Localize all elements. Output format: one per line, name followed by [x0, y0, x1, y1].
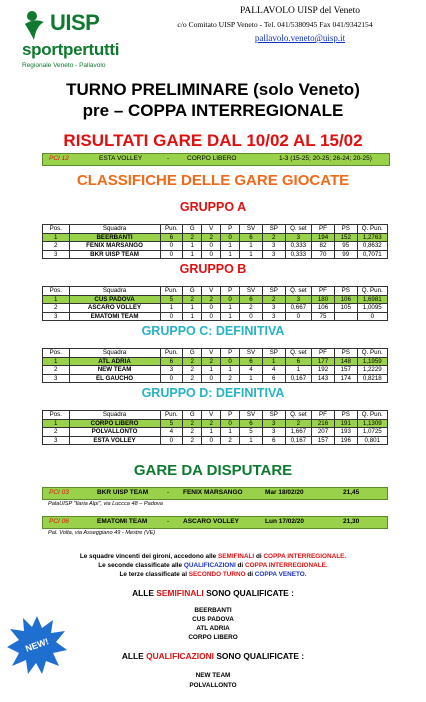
- table-cell: 2: [202, 295, 221, 304]
- table-cell: 1: [183, 304, 202, 313]
- column-header: V: [202, 411, 221, 420]
- table-cell: 3: [262, 312, 285, 321]
- result-away: CORPO LIBERO: [187, 155, 237, 162]
- table-cell: 1: [221, 304, 240, 313]
- table-cell: 1: [221, 312, 240, 321]
- fixture-code: PCI 06: [49, 518, 69, 525]
- fixture-away: ASCARO VOLLEY: [183, 518, 239, 525]
- table-cell: 1: [240, 250, 263, 259]
- group-c-table: [42, 348, 388, 383]
- team-name-cell: EMATOMI TEAM: [69, 312, 160, 321]
- table-cell: 0,167: [285, 436, 312, 445]
- table-cell: 216: [312, 419, 335, 428]
- column-header: SV: [240, 411, 263, 420]
- table-cell: 106: [312, 304, 335, 313]
- table-cell: 0,8632: [357, 242, 387, 251]
- note-line: Le seconde classificate alle QUALIFICAZIONI di COPPA INTERREGIONALE.: [98, 562, 328, 569]
- table-cell: 4: [240, 366, 263, 375]
- new-badge-label: NEW!: [24, 636, 50, 654]
- table-cell: 2: [202, 233, 221, 242]
- fixture-date: Mar 18/02/20: [265, 489, 304, 496]
- table-cell: 2: [183, 233, 202, 242]
- note-line: Le terze classificate al SECONDO TURNO di COPPA VENETO.: [119, 571, 307, 578]
- table-cell: 3: [285, 295, 312, 304]
- logo-region: Regionale Veneto - Pallavolo: [22, 62, 106, 69]
- qualified-team: NEW TEAM: [195, 672, 231, 679]
- fixture-row: [42, 487, 388, 500]
- result-home: ESTA VOLLEY: [99, 155, 143, 162]
- table-cell: 6: [262, 436, 285, 445]
- table-cell: 1,6981: [357, 295, 387, 304]
- table-cell: 157: [312, 436, 335, 445]
- column-header: Q. Pun.: [357, 225, 387, 234]
- column-header: PS: [334, 411, 357, 420]
- table-cell: 196: [334, 436, 357, 445]
- table-cell: 99: [334, 250, 357, 259]
- table-cell: 0,8218: [357, 374, 387, 383]
- fixture-time: 21,45: [343, 489, 360, 496]
- table-header-row: [43, 411, 388, 420]
- table-row: [43, 312, 388, 321]
- table-row: [43, 428, 388, 437]
- team-name-cell: POLVALLONTO: [69, 428, 160, 437]
- group-d-title: GRUPPO D: DEFINITIVA: [141, 386, 285, 400]
- table-cell: 3: [43, 312, 70, 321]
- table-cell: 1: [221, 242, 240, 251]
- table-cell: 2: [202, 419, 221, 428]
- column-header: SV: [240, 349, 263, 358]
- semifinal-team: CORPO LIBERO: [188, 634, 238, 641]
- org-address: c/o Comitato UISP Veneto - Tel. 041/5380945 Fax 041/9342154: [177, 20, 373, 29]
- column-header: Pos.: [43, 287, 70, 296]
- table-row: [43, 357, 388, 366]
- table-cell: 75: [312, 312, 335, 321]
- column-header: PS: [334, 349, 357, 358]
- column-header: PF: [312, 225, 335, 234]
- column-header: Pun.: [160, 225, 183, 234]
- column-header: V: [202, 349, 221, 358]
- column-header: Pun.: [160, 411, 183, 420]
- column-header: SP: [262, 349, 285, 358]
- fixture-home: EMATOMI TEAM: [97, 518, 148, 525]
- semifinal-team: BEERBANTI: [194, 607, 232, 614]
- group-b-title: GRUPPO B: [179, 262, 247, 276]
- table-cell: 1: [183, 250, 202, 259]
- table-cell: 1: [285, 366, 312, 375]
- fixture-time: 21,30: [343, 518, 360, 525]
- table-cell: 1: [221, 366, 240, 375]
- column-header: SP: [262, 411, 285, 420]
- team-name-cell: ESTA VOLLEY: [69, 436, 160, 445]
- org-email-link[interactable]: pallavolo.veneto@uisp.it: [254, 33, 346, 43]
- team-name-cell: CUS PADOVA: [69, 295, 160, 304]
- table-cell: 0: [202, 242, 221, 251]
- table-cell: 105: [334, 304, 357, 313]
- table-cell: 0: [240, 312, 263, 321]
- column-header: Pos.: [43, 225, 70, 234]
- fixture-home: BKR UISP TEAM: [97, 489, 149, 496]
- table-header-row: [43, 349, 388, 358]
- table-cell: 1: [202, 366, 221, 375]
- column-header: Squadra: [69, 225, 160, 234]
- column-header: PF: [312, 287, 335, 296]
- table-cell: 6: [285, 357, 312, 366]
- team-name-cell: ATL ADRIA: [69, 357, 160, 366]
- table-cell: 1,667: [285, 428, 312, 437]
- table-cell: 6: [160, 357, 183, 366]
- table-cell: 191: [334, 419, 357, 428]
- column-header: Q. set: [285, 225, 312, 234]
- column-header: Squadra: [69, 349, 160, 358]
- fixture-row: [42, 516, 388, 529]
- table-row: [43, 233, 388, 242]
- logo-uisp: UISP: [50, 10, 100, 35]
- table-cell: 3: [43, 374, 70, 383]
- table-cell: 1,0095: [357, 304, 387, 313]
- fixture-sep: -: [167, 489, 170, 496]
- table-cell: 1: [221, 428, 240, 437]
- fixture-sep: -: [167, 518, 170, 525]
- table-header-row: [43, 225, 388, 234]
- table-cell: 6: [240, 419, 263, 428]
- column-header: Q. set: [285, 287, 312, 296]
- table-cell: 0: [160, 312, 183, 321]
- column-header: PF: [312, 411, 335, 420]
- table-cell: 2: [43, 242, 70, 251]
- table-cell: 2: [183, 419, 202, 428]
- table-cell: 3: [262, 419, 285, 428]
- table-cell: 1: [262, 357, 285, 366]
- column-header: G: [183, 225, 202, 234]
- team-name-cell: NEW TEAM: [69, 366, 160, 375]
- table-cell: 2: [183, 357, 202, 366]
- column-header: P: [221, 287, 240, 296]
- qualified-team: POLVALLONTO: [189, 682, 237, 689]
- column-header: Pos.: [43, 411, 70, 420]
- table-header-row: [43, 287, 388, 296]
- table-row: [43, 436, 388, 445]
- table-cell: 2: [202, 357, 221, 366]
- table-cell: 194: [312, 233, 335, 242]
- table-cell: 0: [160, 436, 183, 445]
- table-cell: 1,1959: [357, 357, 387, 366]
- table-cell: 0: [202, 436, 221, 445]
- table-cell: 1,2763: [357, 233, 387, 242]
- table-cell: 2: [285, 419, 312, 428]
- table-cell: 2: [43, 366, 70, 375]
- team-name-cell: ASCARO VOLLEY: [69, 304, 160, 313]
- team-name-cell: FENIX MARSANGO: [69, 242, 160, 251]
- column-header: G: [183, 349, 202, 358]
- column-header: Q. set: [285, 411, 312, 420]
- table-cell: 1: [43, 419, 70, 428]
- table-cell: 2: [183, 366, 202, 375]
- table-cell: 4: [262, 366, 285, 375]
- table-cell: 0: [160, 250, 183, 259]
- table-row: [43, 295, 388, 304]
- table-cell: 152: [334, 233, 357, 242]
- table-cell: 148: [334, 357, 357, 366]
- table-cell: 5: [240, 428, 263, 437]
- column-header: Squadra: [69, 287, 160, 296]
- table-cell: 3: [262, 250, 285, 259]
- table-cell: 1: [43, 233, 70, 242]
- table-cell: 0: [160, 242, 183, 251]
- semifinal-team: CUS PADOVA: [192, 616, 234, 623]
- table-cell: 5: [160, 295, 183, 304]
- table-cell: 180: [312, 295, 335, 304]
- note-line: Le squadre vincenti dei gironi, accedono alle SEMIFINALI di COPPA INTERREGIONALE.: [79, 553, 347, 560]
- table-cell: 1: [240, 436, 263, 445]
- uisp-logo-mark: [22, 10, 48, 42]
- table-cell: 0,333: [285, 250, 312, 259]
- column-header: Pun.: [160, 287, 183, 296]
- column-header: SV: [240, 287, 263, 296]
- table-cell: 1,0725: [357, 428, 387, 437]
- table-cell: 1,1309: [357, 419, 387, 428]
- table-cell: 106: [334, 295, 357, 304]
- table-cell: 143: [312, 374, 335, 383]
- result-code: PCI 12: [49, 155, 69, 162]
- column-header: SP: [262, 225, 285, 234]
- column-header: Q. set: [285, 349, 312, 358]
- table-cell: 70: [312, 250, 335, 259]
- table-cell: 0,333: [285, 242, 312, 251]
- fixture-code: PCI 03: [49, 489, 69, 496]
- table-cell: 1: [43, 357, 70, 366]
- table-cell: 3: [285, 233, 312, 242]
- column-header: G: [183, 287, 202, 296]
- column-header: G: [183, 411, 202, 420]
- page-title: TURNO PRELIMINARE (solo Veneto): [66, 80, 360, 99]
- table-cell: 0,167: [285, 374, 312, 383]
- table-cell: 0: [202, 250, 221, 259]
- team-name-cell: BEERBANTI: [69, 233, 160, 242]
- table-cell: 4: [160, 428, 183, 437]
- column-header: Q. Pun.: [357, 287, 387, 296]
- table-row: [43, 242, 388, 251]
- table-cell: 192: [312, 366, 335, 375]
- table-cell: 1: [160, 304, 183, 313]
- table-cell: 5: [160, 419, 183, 428]
- column-header: Q. Pun.: [357, 411, 387, 420]
- column-header: P: [221, 349, 240, 358]
- group-d-table: [42, 410, 388, 445]
- team-name-cell: BKR UISP TEAM: [69, 250, 160, 259]
- table-cell: 2: [262, 295, 285, 304]
- table-cell: 6: [160, 233, 183, 242]
- table-cell: [334, 312, 357, 321]
- table-cell: 0: [202, 374, 221, 383]
- column-header: Pos.: [43, 349, 70, 358]
- table-cell: 0: [202, 312, 221, 321]
- org-name: PALLAVOLO UISP del Veneto: [239, 6, 361, 16]
- table-cell: 2: [183, 374, 202, 383]
- table-cell: 6: [240, 295, 263, 304]
- table-cell: 3: [262, 428, 285, 437]
- column-header: PF: [312, 349, 335, 358]
- column-header: Pun.: [160, 349, 183, 358]
- result-score: 1-3 (15-25; 20-25; 26-24; 20-25): [279, 155, 372, 162]
- table-cell: 0: [221, 233, 240, 242]
- column-header: SP: [262, 287, 285, 296]
- table-cell: 157: [334, 366, 357, 375]
- page-subtitle: pre – COPPA INTERREGIONALE: [82, 101, 344, 120]
- table-cell: 3: [262, 242, 285, 251]
- column-header: SV: [240, 225, 263, 234]
- group-a-table: [42, 224, 388, 259]
- table-cell: 6: [262, 374, 285, 383]
- table-cell: 0,667: [285, 304, 312, 313]
- table-cell: 0,7071: [357, 250, 387, 259]
- table-cell: 0,801: [357, 436, 387, 445]
- table-cell: 1: [183, 312, 202, 321]
- logo-sportpertutti: sportpertutti: [22, 40, 120, 59]
- team-name-cell: CORPO LIBERO: [69, 419, 160, 428]
- table-cell: 0: [221, 295, 240, 304]
- group-b-table: [42, 286, 388, 321]
- table-cell: 3: [160, 366, 183, 375]
- column-header: Squadra: [69, 411, 160, 420]
- table-cell: 2: [43, 428, 70, 437]
- table-cell: 0: [357, 312, 387, 321]
- table-cell: 193: [334, 428, 357, 437]
- table-cell: 2: [183, 295, 202, 304]
- table-cell: 0: [285, 312, 312, 321]
- table-row: [43, 419, 388, 428]
- table-cell: 6: [240, 233, 263, 242]
- fixture-away: FENIX MARSANGO: [183, 489, 243, 496]
- table-cell: 1: [221, 250, 240, 259]
- table-cell: 2: [183, 436, 202, 445]
- result-row: [42, 153, 390, 166]
- qualifications-title: ALLE QUALIFICAZIONI SONO QUALIFICATE :: [121, 651, 305, 661]
- table-cell: 1,2229: [357, 366, 387, 375]
- table-cell: 3: [43, 250, 70, 259]
- results-title: RISULTATI GARE DAL 10/02 AL 15/02: [63, 131, 363, 150]
- column-header: PS: [334, 225, 357, 234]
- group-a-title: GRUPPO A: [179, 200, 247, 214]
- group-c-title: GRUPPO C: DEFINITIVA: [141, 324, 285, 338]
- table-cell: 2: [221, 436, 240, 445]
- semifinals-title: ALLE SEMIFINALI SONO QUALIFICATE :: [132, 588, 294, 598]
- column-header: P: [221, 225, 240, 234]
- table-cell: 2: [43, 304, 70, 313]
- table-cell: 1: [183, 242, 202, 251]
- table-row: [43, 250, 388, 259]
- fixture-venue: Pal. Volta, via Asseggiano 49 - Mestre (VE): [48, 530, 156, 536]
- table-cell: 174: [334, 374, 357, 383]
- column-header: V: [202, 287, 221, 296]
- table-cell: 1: [43, 295, 70, 304]
- table-cell: 82: [312, 242, 335, 251]
- table-cell: 6: [240, 357, 263, 366]
- table-cell: 177: [312, 357, 335, 366]
- table-row: [43, 366, 388, 375]
- table-cell: 2: [221, 374, 240, 383]
- semifinal-team: ATL ADRIA: [196, 625, 230, 632]
- fixture-venue: PalaUISP "Ilaria Alpi", via Luccca 48 – Padova: [48, 501, 163, 507]
- result-sep: -: [167, 155, 170, 162]
- table-cell: 2: [262, 233, 285, 242]
- new-badge: [6, 614, 68, 676]
- team-name-cell: EL GAUCHO: [69, 374, 160, 383]
- table-cell: 0: [160, 374, 183, 383]
- table-cell: 3: [262, 304, 285, 313]
- table-cell: 1: [240, 242, 263, 251]
- table-cell: 0: [221, 357, 240, 366]
- table-cell: 0: [202, 304, 221, 313]
- table-cell: 2: [183, 428, 202, 437]
- table-row: [43, 304, 388, 313]
- table-cell: 95: [334, 242, 357, 251]
- fixtures-title: GARE DA DISPUTARE: [133, 462, 293, 479]
- column-header: V: [202, 225, 221, 234]
- table-cell: 3: [43, 436, 70, 445]
- column-header: Q. Pun.: [357, 349, 387, 358]
- standings-title: CLASSIFICHE DELLE GARE GIOCATE: [76, 172, 350, 189]
- table-cell: 207: [312, 428, 335, 437]
- table-cell: 1: [240, 374, 263, 383]
- table-cell: 2: [240, 304, 263, 313]
- fixture-date: Lun 17/02/20: [265, 518, 305, 525]
- column-header: P: [221, 411, 240, 420]
- column-header: PS: [334, 287, 357, 296]
- table-cell: 1: [202, 428, 221, 437]
- table-cell: 0: [221, 419, 240, 428]
- table-row: [43, 374, 388, 383]
